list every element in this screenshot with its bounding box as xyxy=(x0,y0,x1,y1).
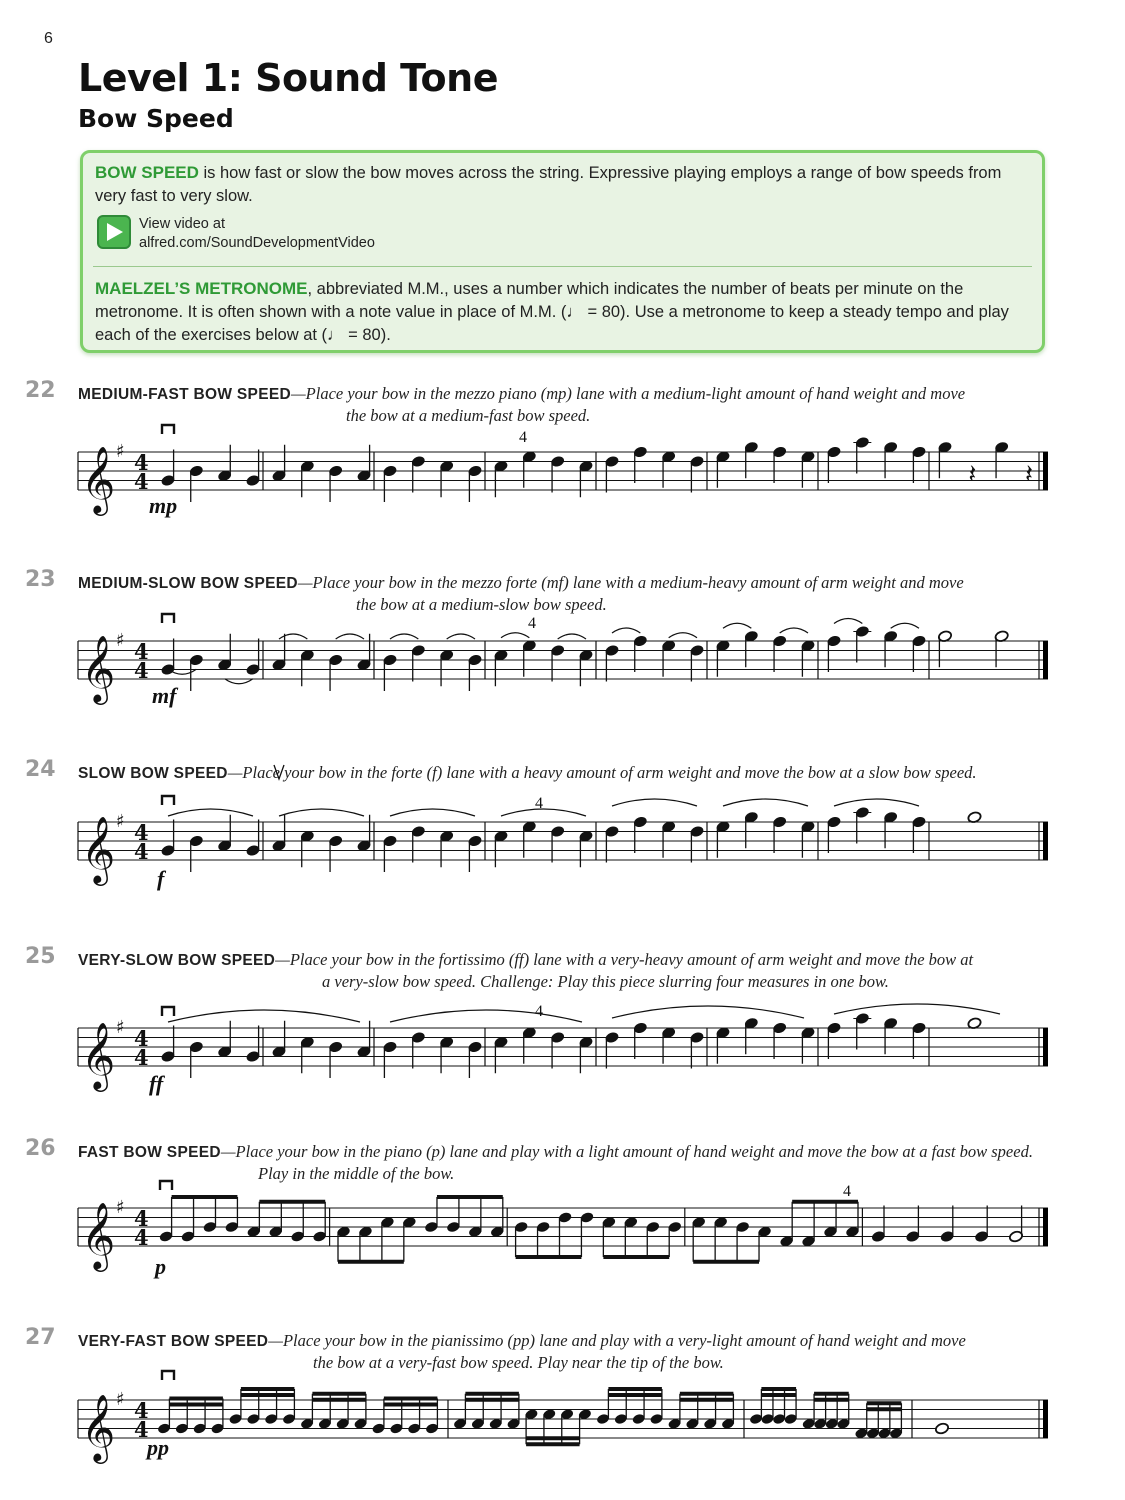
fingering-number: 4 xyxy=(535,795,543,812)
exercise-heading: VERY-SLOW BOW SPEED xyxy=(78,952,276,969)
exercise-number: 26 xyxy=(25,1136,56,1161)
down-bow-icon xyxy=(160,1181,172,1190)
bow-speed-term: BOW SPEED xyxy=(95,163,199,182)
sharp-sign: ♯ xyxy=(116,630,125,651)
quarter-rest: 𝄽 xyxy=(1025,459,1033,490)
exercise-instruction: —Place your bow in the mezzo forte (mf) lane with a medium-heavy amount of arm weight and move xyxy=(297,573,964,592)
exercise-number: 24 xyxy=(25,757,56,782)
sharp-sign: ♯ xyxy=(116,441,125,462)
treble-clef-icon: 𝄞 xyxy=(81,445,116,513)
exercise-heading: SLOW BOW SPEED xyxy=(78,765,228,782)
treble-clef-icon: 𝄞 xyxy=(81,634,116,702)
page-number: 6 xyxy=(44,30,53,47)
exercise-instruction-cont: Play in the middle of the bow. xyxy=(258,1164,455,1183)
page-title: Level 1: Sound Tone xyxy=(78,56,498,100)
dynamic-marking: ff xyxy=(149,1071,164,1096)
exercise-number: 25 xyxy=(25,944,56,969)
fingering-number: 4 xyxy=(535,1003,543,1020)
down-bow-icon xyxy=(162,796,174,805)
slur xyxy=(168,1010,360,1022)
slur xyxy=(612,628,640,633)
time-signature-top: 4 xyxy=(134,820,149,845)
exercise-number: 23 xyxy=(25,567,56,592)
slur xyxy=(390,1010,582,1022)
exercise-number: 27 xyxy=(25,1325,56,1350)
slur xyxy=(780,628,808,633)
slur xyxy=(669,633,697,638)
time-signature-top: 4 xyxy=(134,639,149,664)
time-signature-bottom: 4 xyxy=(134,1225,149,1250)
final-bar-thick xyxy=(1043,1028,1048,1066)
final-bar-thick xyxy=(1043,452,1048,490)
time-signature-top: 4 xyxy=(134,1026,149,1051)
slur xyxy=(279,634,307,639)
dynamic-marking: mf xyxy=(152,683,177,708)
exercise-instruction: —Place your bow in the mezzo piano (mp) lane with a medium-light amount of hand weight and move xyxy=(290,384,966,403)
time-signature-top: 4 xyxy=(134,450,149,475)
down-bow-icon xyxy=(162,1007,174,1016)
slur xyxy=(279,809,364,816)
sharp-sign: ♯ xyxy=(116,1017,125,1038)
down-bow-icon xyxy=(162,425,174,434)
sharp-sign: ♯ xyxy=(116,1197,125,1218)
exercise-heading: MEDIUM-FAST BOW SPEED xyxy=(78,386,291,403)
down-bow-icon xyxy=(162,614,174,623)
final-bar-thick xyxy=(1043,641,1048,679)
video-url: alfred.com/SoundDevelopmentVideo xyxy=(139,235,375,251)
slur xyxy=(501,633,529,638)
sharp-sign: ♯ xyxy=(116,811,125,832)
metronome-text: , abbreviated M.M., uses a number which indicates the number of beats per minute on the metronome. It is often shown with a note value in place of M.M. (♩ = 80). Use a metronome to keep a steady tempo and play each of the exercises below at (♩ = 80). xyxy=(95,280,1009,344)
exercise-instruction-cont: a very-slow bow speed. Challenge: Play this piece slurring four measures in one bow. xyxy=(322,972,889,991)
time-signature-top: 4 xyxy=(134,1206,149,1231)
exercise-heading: MEDIUM-SLOW BOW SPEED xyxy=(78,575,298,592)
video-label: View video at xyxy=(139,216,225,232)
slur xyxy=(390,809,475,816)
fingering-number: 4 xyxy=(528,615,536,632)
metronome-term: MAELZEL’S METRONOME xyxy=(95,279,308,298)
slur xyxy=(723,623,751,628)
slur xyxy=(447,634,475,639)
exercise-instruction-cont: the bow at a medium-fast bow speed. xyxy=(346,406,591,425)
final-bar-thick xyxy=(1043,1400,1048,1438)
exercise-instruction-cont: the bow at a very-fast bow speed. Play near the tip of the bow. xyxy=(313,1353,724,1372)
slur xyxy=(723,799,808,806)
treble-clef-icon: 𝄞 xyxy=(81,1021,116,1089)
slur xyxy=(834,1004,1000,1014)
slur xyxy=(891,623,919,628)
slur xyxy=(390,634,418,639)
time-signature-bottom: 4 xyxy=(134,658,149,683)
dynamic-marking: pp xyxy=(147,1435,169,1460)
dynamic-marking: f xyxy=(157,866,165,891)
quarter-rest: 𝄽 xyxy=(968,459,977,490)
time-signature-top: 4 xyxy=(134,1398,149,1423)
treble-clef-icon: 𝄞 xyxy=(81,1393,116,1461)
note-head xyxy=(935,1422,950,1435)
final-bar-thick xyxy=(1043,822,1048,860)
up-bow-icon xyxy=(274,765,284,779)
exercise-heading: FAST BOW SPEED xyxy=(78,1144,221,1161)
fingering-number: 4 xyxy=(519,429,527,446)
time-signature-bottom: 4 xyxy=(134,1045,149,1070)
exercise-instruction: —Place your bow in the pianissimo (pp) lane and play with a very-light amount of hand weight and move xyxy=(268,1331,966,1350)
fingering-number: 4 xyxy=(843,1183,851,1200)
dynamic-marking: p xyxy=(155,1254,166,1279)
treble-clef-icon: 𝄞 xyxy=(81,815,116,883)
exercise-instruction-cont: the bow at a medium-slow bow speed. xyxy=(356,595,607,614)
time-signature-bottom: 4 xyxy=(134,1417,149,1442)
final-bar-thick xyxy=(1043,1208,1048,1246)
slur xyxy=(834,619,862,624)
slur xyxy=(612,799,697,806)
exercise-number: 22 xyxy=(25,378,56,403)
time-signature-bottom: 4 xyxy=(134,839,149,864)
exercise-instruction: —Place your bow in the fortissimo (ff) lane with a very-heavy amount of arm weight and move the bow at xyxy=(275,950,974,969)
time-signature-bottom: 4 xyxy=(134,469,149,494)
slur xyxy=(501,809,586,816)
slur xyxy=(336,634,364,639)
exercise-instruction: —Place your bow in the piano (p) lane and play with a light amount of hand weight and move the bow at a fast bow speed. xyxy=(220,1142,1033,1161)
dynamic-marking: mp xyxy=(149,493,178,518)
slur xyxy=(834,799,919,806)
exercise-heading: VERY-FAST BOW SPEED xyxy=(78,1333,269,1350)
exercise-instruction: —Place your bow in the forte (f) lane with a heavy amount of arm weight and move the bow at a slow bow speed. xyxy=(227,763,977,782)
sharp-sign: ♯ xyxy=(116,1389,125,1410)
slur xyxy=(168,809,253,816)
slur xyxy=(612,1006,804,1018)
treble-clef-icon: 𝄞 xyxy=(81,1201,116,1269)
slur xyxy=(558,634,586,639)
bow-speed-text: is how fast or slow the bow moves across the string. Expressive playing employs a range of bow speeds from very fast to very slow. xyxy=(95,164,1002,205)
page-subtitle: Bow Speed xyxy=(78,104,234,133)
down-bow-icon xyxy=(162,1371,174,1380)
